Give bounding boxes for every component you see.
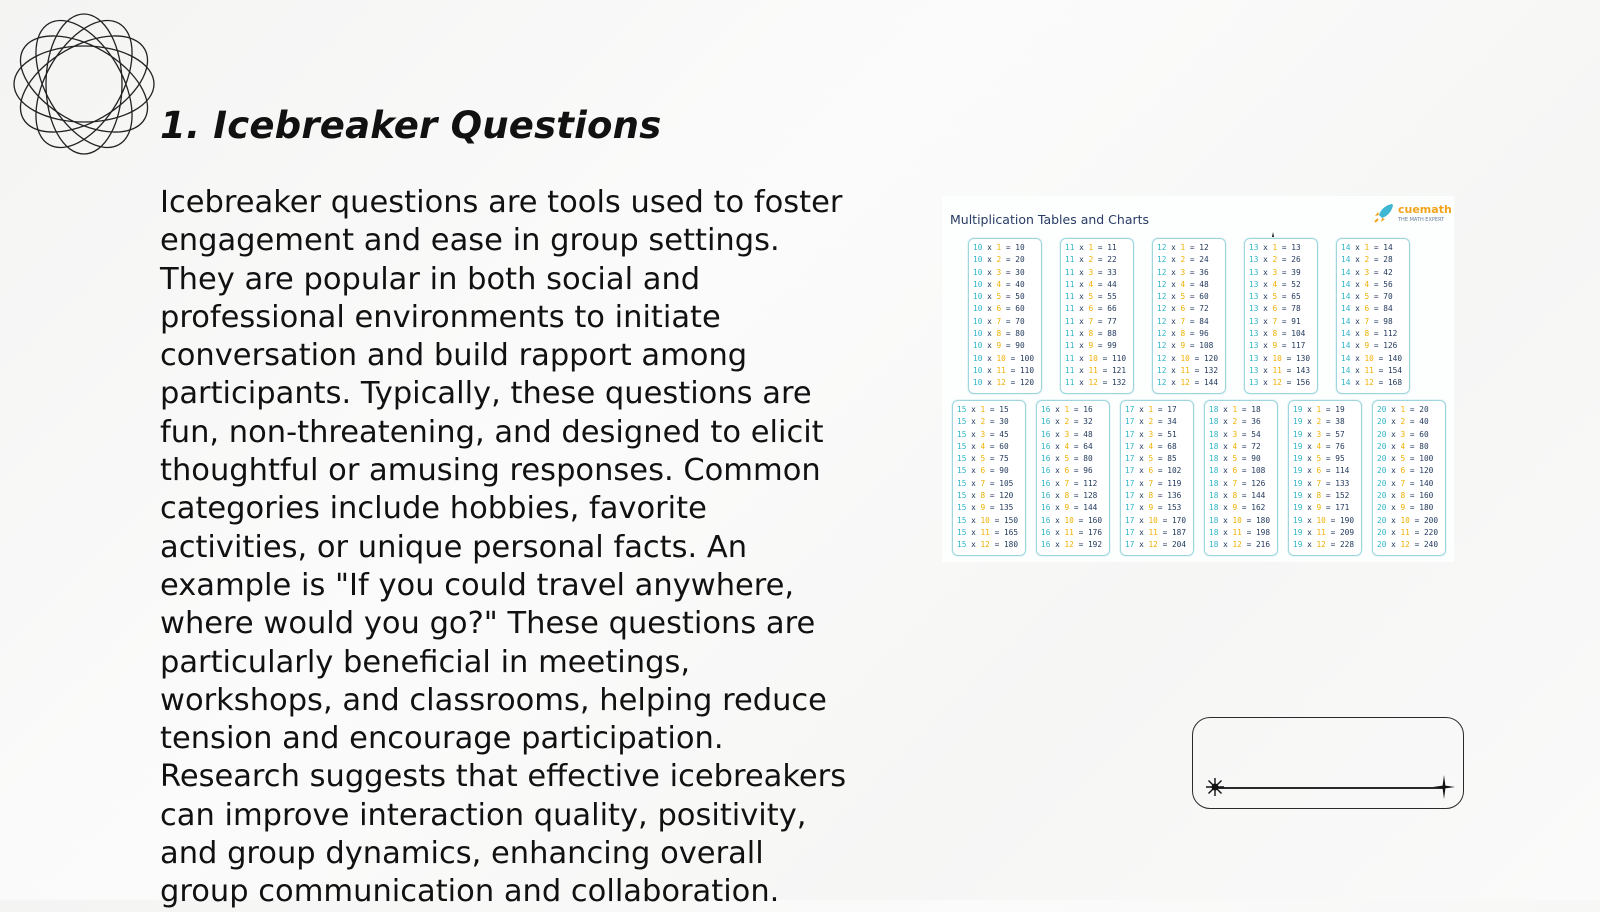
table-row: 13 x 2 = 26 [1249,255,1301,265]
table-row: 17 x 12 = 204 [1125,540,1187,550]
table-row: 10 x 4 = 40 [973,279,1025,289]
table-row: 20 x 10 = 200 [1377,515,1439,525]
brand-name: cuemath [1398,203,1452,216]
table-row: 15 x 12 = 180 [957,540,1019,550]
body-line: categories include hobbies, favorite [160,491,707,527]
table-row: 18 x 12 = 216 [1209,540,1271,550]
body-line: and group dynamics, enhancing overall [160,836,764,872]
table-row: 14 x 6 = 84 [1341,304,1393,314]
table-row: 12 x 5 = 60 [1157,292,1209,302]
table-row: 13 x 4 = 52 [1249,279,1301,289]
table-row: 13 x 5 = 65 [1249,292,1301,302]
body-line: participants. Typically, these questions are [160,376,812,412]
rocket-icon [1372,201,1396,225]
table-row: 16 x 12 = 192 [1041,540,1103,550]
times-table-18 [1204,400,1278,556]
table-row: 15 x 6 = 90 [957,466,1009,476]
table-row: 16 x 8 = 128 [1041,491,1098,501]
body-line: where would you go?" These questions are [160,606,816,642]
brand-subtitle: THE MATH EXPERT [1398,217,1445,223]
table-row: 14 x 11 = 154 [1341,365,1403,375]
table-row: 17 x 3 = 51 [1125,429,1177,439]
body-line: group communication and collaboration. [160,874,780,910]
table-row: 15 x 11 = 165 [957,527,1019,537]
table-row: 14 x 12 = 168 [1341,378,1403,388]
table-row: 20 x 11 = 220 [1377,527,1439,537]
body-line: can improve interaction quality, positivity, [160,797,807,833]
table-row: 18 x 7 = 126 [1209,478,1266,488]
table-row: 18 x 3 = 54 [1209,429,1261,439]
table-row: 20 x 7 = 140 [1377,478,1434,488]
sparkle-icon[interactable] [1205,777,1225,797]
table-row: 13 x 3 = 39 [1249,267,1301,277]
body-line: example is "If you could travel anywhere, [160,567,795,603]
body-line: activities, or unique personal facts. An [160,529,748,565]
table-row: 12 x 1 = 12 [1157,243,1209,252]
table-row: 14 x 1 = 14 [1341,243,1393,252]
table-row: 17 x 8 = 136 [1125,491,1182,501]
table-row: 18 x 1 = 18 [1209,405,1261,414]
body-line: tension and encourage participation. [160,721,724,757]
table-row: 18 x 10 = 180 [1209,515,1271,525]
table-row: 19 x 9 = 171 [1293,503,1350,513]
image-title: Multiplication Tables and Charts [950,212,1150,227]
table-row: 10 x 7 = 70 [973,316,1025,326]
table-row: 10 x 11 = 110 [973,365,1035,375]
table-row: 19 x 2 = 38 [1293,417,1345,427]
table-row: 11 x 12 = 132 [1065,378,1127,388]
body-line: fun, non-threatening, and designed to elicit [160,414,824,450]
table-row: 14 x 3 = 42 [1341,267,1393,277]
table-row: 17 x 10 = 170 [1125,515,1187,525]
table-row: 14 x 10 = 140 [1341,353,1403,363]
table-row: 18 x 11 = 198 [1209,527,1271,537]
body-line: Icebreaker questions are tools used to foster [160,185,843,220]
table-row: 14 x 8 = 112 [1341,329,1398,339]
table-row: 12 x 2 = 24 [1157,255,1209,265]
body-line: workshops, and classrooms, helping reduce [160,682,827,718]
table-row: 20 x 9 = 180 [1377,503,1434,513]
table-row: 19 x 1 = 19 [1293,405,1345,414]
table-row: 12 x 10 = 120 [1157,353,1219,363]
table-row: 11 x 6 = 66 [1065,304,1117,314]
table-row: 17 x 7 = 119 [1125,478,1182,488]
table-row: 16 x 1 = 16 [1041,405,1093,414]
table-row: 15 x 3 = 45 [957,429,1009,439]
multiplication-tables-image [942,196,1454,562]
table-row: 11 x 2 = 22 [1065,255,1117,265]
table-row: 11 x 3 = 33 [1065,267,1117,277]
table-row: 20 x 12 = 240 [1377,540,1439,550]
table-row: 15 x 7 = 105 [957,478,1014,488]
body-line: particularly beneficial in meetings, [160,644,691,680]
table-row: 12 x 3 = 36 [1157,267,1209,277]
table-row: 11 x 11 = 121 [1065,365,1127,375]
table-row: 13 x 1 = 13 [1249,243,1301,252]
table-row: 14 x 9 = 126 [1341,341,1398,351]
table-row: 10 x 3 = 30 [973,267,1025,277]
table-row: 10 x 2 = 20 [973,255,1025,265]
body-line: Research suggests that effective icebreakers [160,759,847,795]
table-row: 18 x 4 = 72 [1209,441,1261,451]
table-row: 15 x 1 = 15 [957,405,1009,414]
table-row: 16 x 3 = 48 [1041,429,1093,439]
table-row: 17 x 6 = 102 [1125,466,1182,476]
body-line: They are popular in both social and [160,261,701,297]
table-row: 13 x 8 = 104 [1249,329,1306,339]
table-row: 20 x 5 = 100 [1377,454,1434,464]
table-row: 20 x 6 = 120 [1377,466,1434,476]
table-row: 18 x 9 = 162 [1209,503,1266,513]
table-row: 20 x 2 = 40 [1377,417,1429,427]
media-progress-track[interactable] [1215,787,1443,789]
brand-logo [1370,200,1454,226]
table-row: 17 x 9 = 153 [1125,503,1182,513]
times-table-16 [1036,400,1110,556]
table-row: 19 x 3 = 57 [1293,429,1345,439]
times-table-17 [1120,400,1194,556]
table-row: 20 x 4 = 80 [1377,441,1429,451]
table-row: 17 x 4 = 68 [1125,441,1177,451]
table-row: 11 x 7 = 77 [1065,316,1117,326]
table-row: 12 x 12 = 144 [1157,378,1219,388]
times-table-14 [1336,238,1410,394]
times-table-11 [1060,238,1134,394]
table-row: 19 x 6 = 114 [1293,466,1350,476]
body-line: conversation and build rapport among [160,338,748,374]
four-point-star-icon[interactable] [1433,775,1455,799]
times-table-13 [1244,238,1318,394]
body-line: engagement and ease in group settings. [160,223,780,259]
table-row: 11 x 4 = 44 [1065,279,1117,289]
table-row: 20 x 1 = 20 [1377,405,1429,414]
table-row: 18 x 6 = 108 [1209,466,1266,476]
table-row: 18 x 5 = 90 [1209,454,1261,464]
table-row: 16 x 11 = 176 [1041,527,1103,537]
table-row: 14 x 5 = 70 [1341,292,1393,302]
times-table-12 [1152,238,1226,394]
slide-body-text [160,184,850,912]
table-row: 10 x 1 = 10 [973,243,1025,252]
table-row: 19 x 7 = 133 [1293,478,1350,488]
table-row: 15 x 2 = 30 [957,417,1009,427]
table-row: 13 x 7 = 91 [1249,316,1301,326]
table-row: 19 x 11 = 209 [1293,527,1355,537]
table-row: 11 x 9 = 99 [1065,341,1117,351]
table-row: 13 x 10 = 130 [1249,353,1311,363]
times-table-19 [1288,400,1362,556]
table-row: 20 x 3 = 60 [1377,429,1429,439]
table-row: 13 x 11 = 143 [1249,365,1311,375]
table-row: 18 x 8 = 144 [1209,491,1266,501]
table-row: 17 x 1 = 17 [1125,405,1177,414]
body-line: thoughtful or amusing responses. Common [160,453,821,489]
table-row: 15 x 9 = 135 [957,503,1014,513]
table-row: 16 x 7 = 112 [1041,478,1098,488]
table-row: 10 x 8 = 80 [973,329,1025,339]
table-row: 12 x 11 = 132 [1157,365,1219,375]
table-row: 17 x 2 = 34 [1125,417,1177,427]
times-table-20 [1372,400,1446,556]
times-table-10 [968,238,1042,394]
table-row: 11 x 8 = 88 [1065,329,1117,339]
table-row: 15 x 4 = 60 [957,441,1009,451]
table-row: 17 x 5 = 85 [1125,454,1177,464]
table-row: 15 x 10 = 150 [957,515,1019,525]
slide-title: 1. Icebreaker Questions [160,104,662,147]
table-row: 15 x 5 = 75 [957,454,1009,464]
table-row: 15 x 8 = 120 [957,491,1014,501]
table-row: 19 x 5 = 95 [1293,454,1345,464]
table-row: 11 x 10 = 110 [1065,353,1127,363]
times-table-15 [952,400,1026,556]
table-row: 13 x 9 = 117 [1249,341,1306,351]
table-row: 12 x 6 = 72 [1157,304,1209,314]
table-row: 10 x 6 = 60 [973,304,1025,314]
table-row: 16 x 2 = 32 [1041,417,1093,427]
table-row: 19 x 10 = 190 [1293,515,1355,525]
table-row: 12 x 4 = 48 [1157,279,1209,289]
table-row: 19 x 4 = 76 [1293,441,1345,451]
table-row: 17 x 11 = 187 [1125,527,1187,537]
table-row: 12 x 7 = 84 [1157,316,1209,326]
table-row: 16 x 10 = 160 [1041,515,1103,525]
orbit-logo-icon [10,10,158,158]
table-row: 10 x 5 = 50 [973,292,1025,302]
table-row: 11 x 5 = 55 [1065,292,1117,302]
body-line: professional environments to initiate [160,299,721,335]
table-row: 19 x 12 = 228 [1293,540,1355,550]
table-row: 19 x 8 = 152 [1293,491,1350,501]
media-player-widget[interactable] [1192,717,1464,809]
table-row: 13 x 6 = 78 [1249,304,1301,314]
table-row: 14 x 2 = 28 [1341,255,1393,265]
table-row: 12 x 9 = 108 [1157,341,1214,351]
table-row: 10 x 12 = 120 [973,378,1035,388]
table-row: 16 x 6 = 96 [1041,466,1093,476]
table-row: 16 x 5 = 80 [1041,454,1093,464]
table-row: 14 x 7 = 98 [1341,316,1393,326]
table-row: 20 x 8 = 160 [1377,491,1434,501]
table-row: 16 x 4 = 64 [1041,441,1093,451]
table-row: 11 x 1 = 11 [1065,243,1117,252]
table-row: 10 x 10 = 100 [973,353,1035,363]
table-row: 10 x 9 = 90 [973,341,1025,351]
table-row: 14 x 4 = 56 [1341,279,1393,289]
table-row: 13 x 12 = 156 [1249,378,1311,388]
table-row: 18 x 2 = 36 [1209,417,1261,427]
table-row: 16 x 9 = 144 [1041,503,1098,513]
table-row: 12 x 8 = 96 [1157,329,1209,339]
